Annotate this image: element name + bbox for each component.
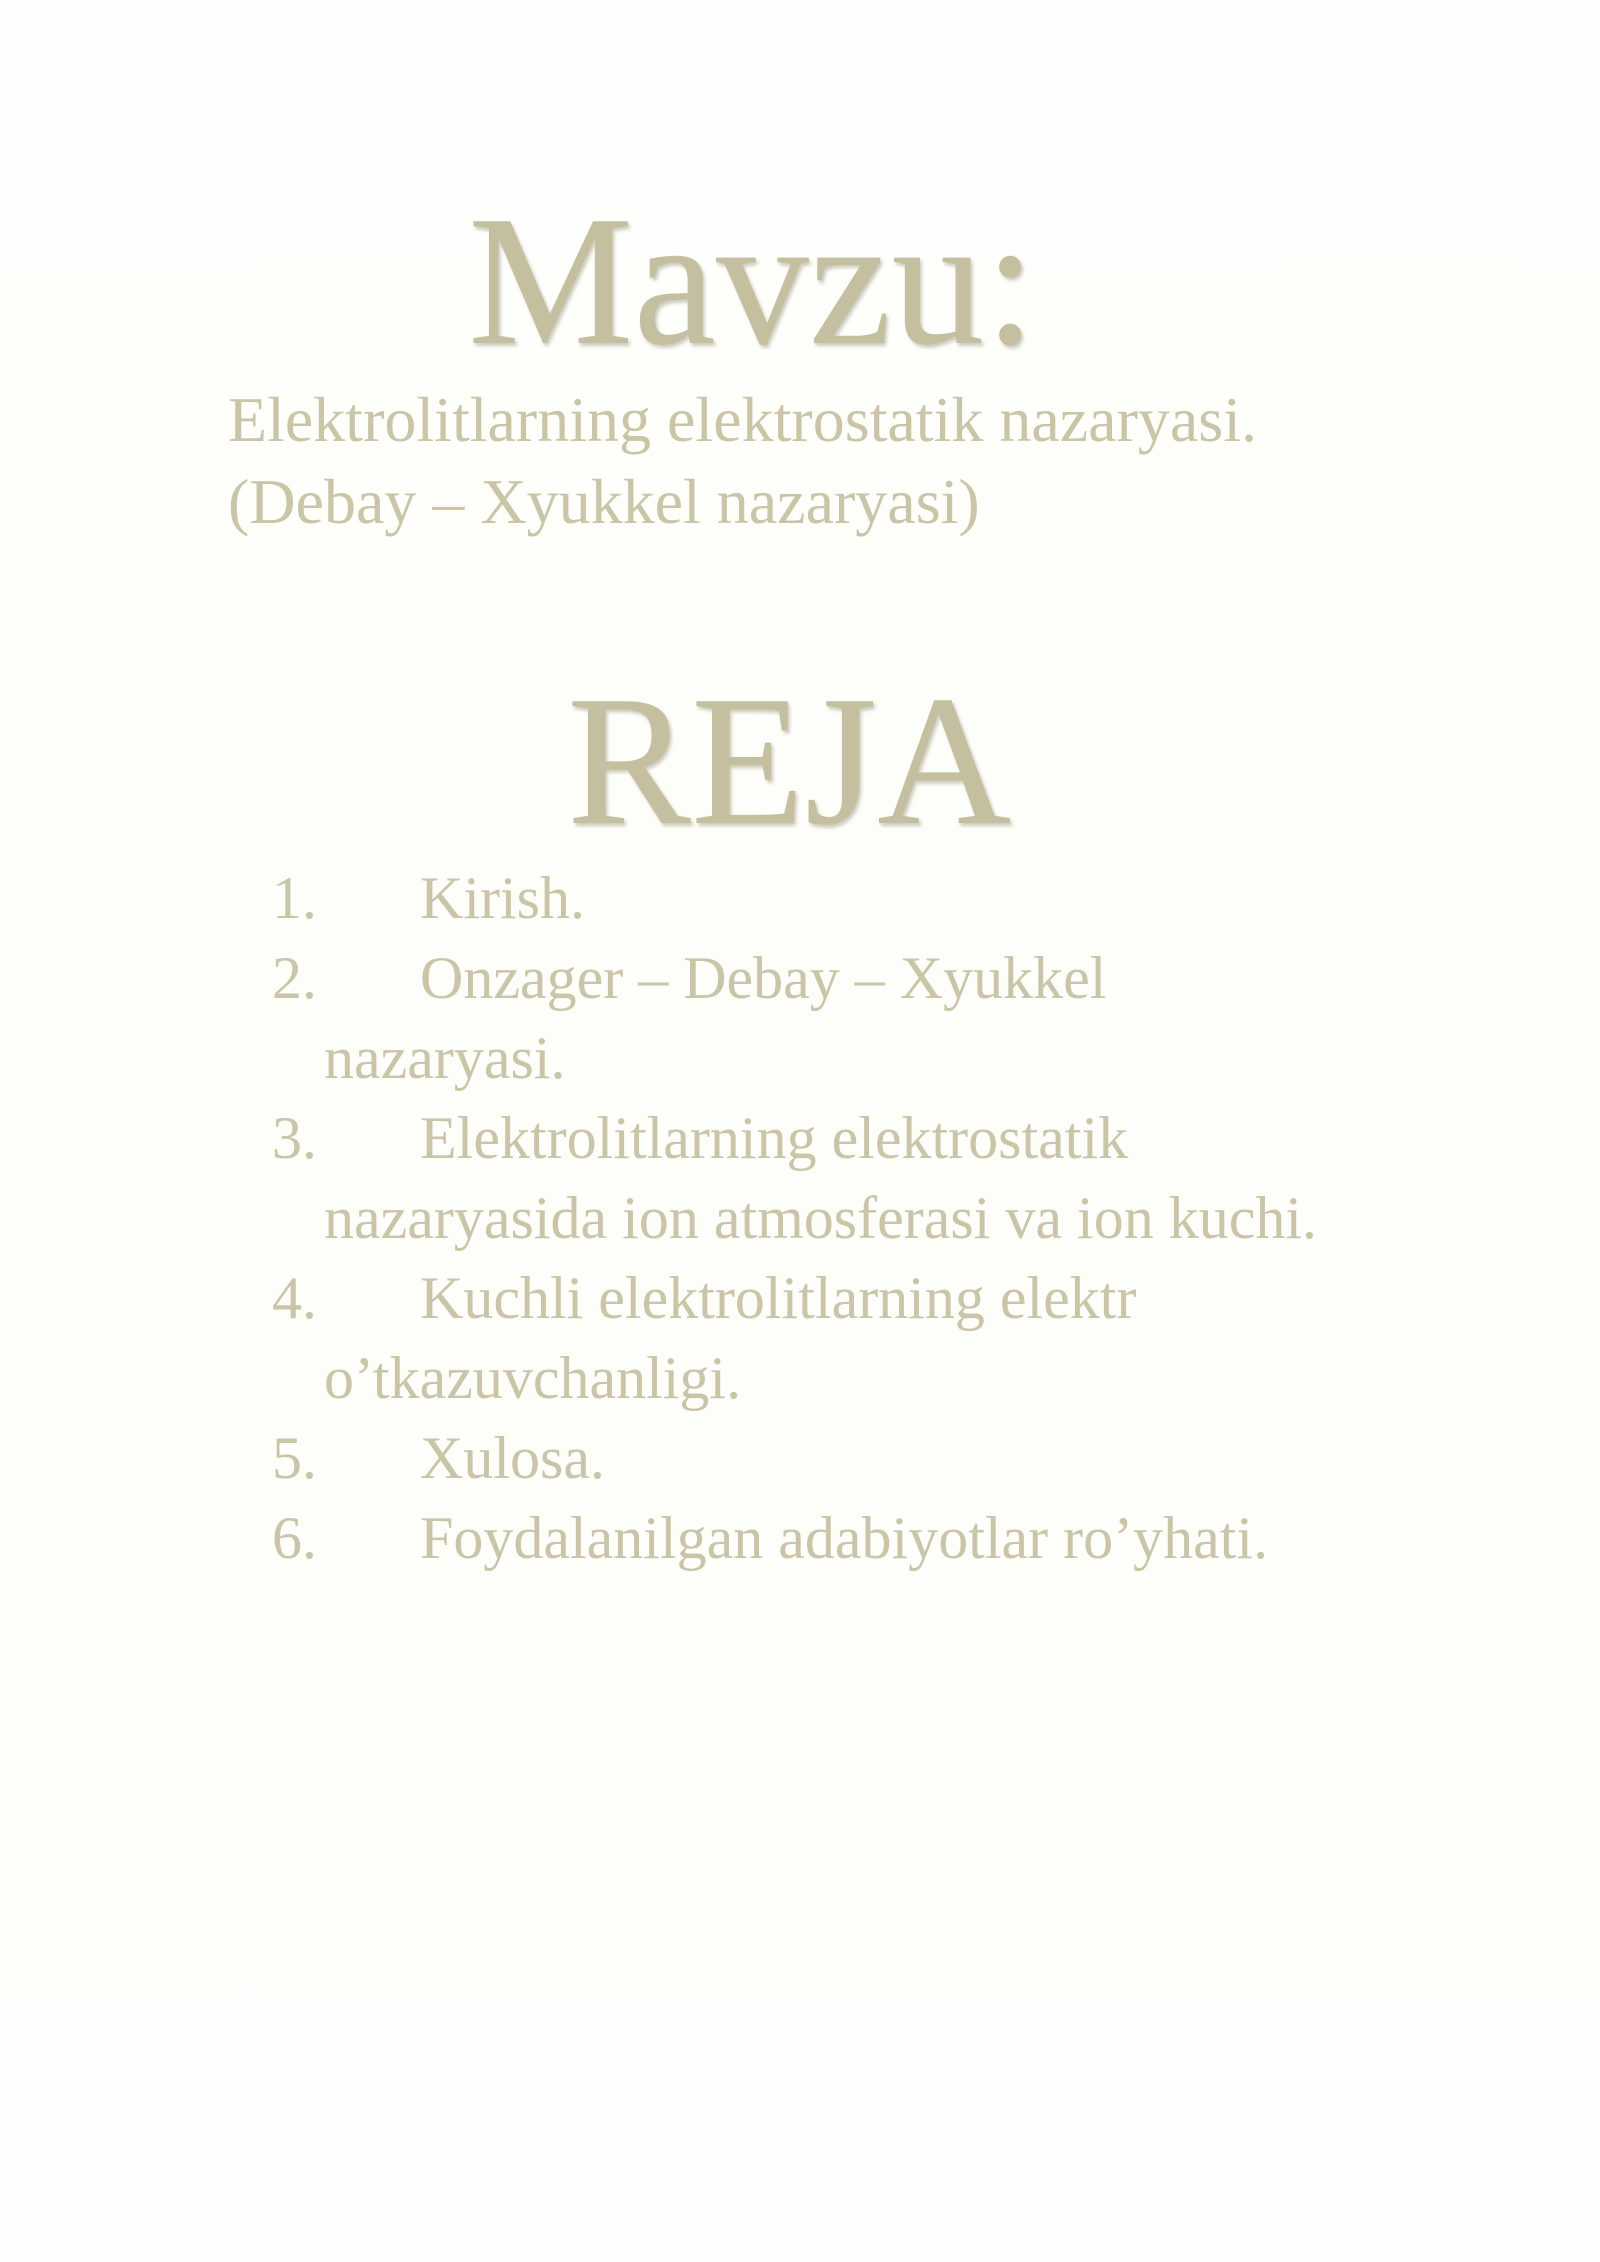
plan-item-number: 3. xyxy=(272,1105,317,1171)
plan-item-number: 2. xyxy=(272,945,317,1011)
plan-item-text-continued: nazaryasi. xyxy=(324,1025,566,1091)
plan-item-number: 5. xyxy=(272,1425,317,1491)
plan-item-text: Kirish. xyxy=(420,865,585,931)
plan-item-3 xyxy=(272,1098,1572,1258)
plan-item-4 xyxy=(272,1258,1572,1418)
plan-list xyxy=(272,858,1572,1578)
plan-item-text-continued: nazaryasida ion atmosferasi va ion kuchi. xyxy=(324,1185,1317,1251)
page-title: Mavzu: xyxy=(468,178,1037,384)
plan-item-text-continued: o’tkazuvchanligi. xyxy=(324,1345,742,1411)
plan-item-1 xyxy=(272,858,1572,938)
plan-heading: REJA xyxy=(567,658,1012,864)
plan-item-2 xyxy=(272,938,1572,1098)
plan-item-text: Xulosa. xyxy=(420,1425,605,1491)
plan-item-6 xyxy=(272,1498,1572,1578)
plan-item-text: Foydalanilgan adabiyotlar ro’yhati. xyxy=(420,1505,1269,1571)
topic-subtitle-line-1: Elektrolitlarning elektrostatik nazaryasi. xyxy=(228,384,1257,455)
plan-item-5 xyxy=(272,1418,1572,1498)
plan-item-number: 1. xyxy=(272,865,317,931)
plan-item-number: 4. xyxy=(272,1265,317,1331)
plan-item-text: Kuchli elektrolitlarning elektr xyxy=(420,1265,1137,1331)
plan-item-number: 6. xyxy=(272,1505,317,1571)
topic-subtitle-line-2: (Debay – Xyukkel nazaryasi) xyxy=(228,466,980,537)
plan-item-text: Elektrolitlarning elektrostatik xyxy=(420,1105,1129,1171)
plan-item-text: Onzager – Debay – Xyukkel xyxy=(420,945,1107,1011)
